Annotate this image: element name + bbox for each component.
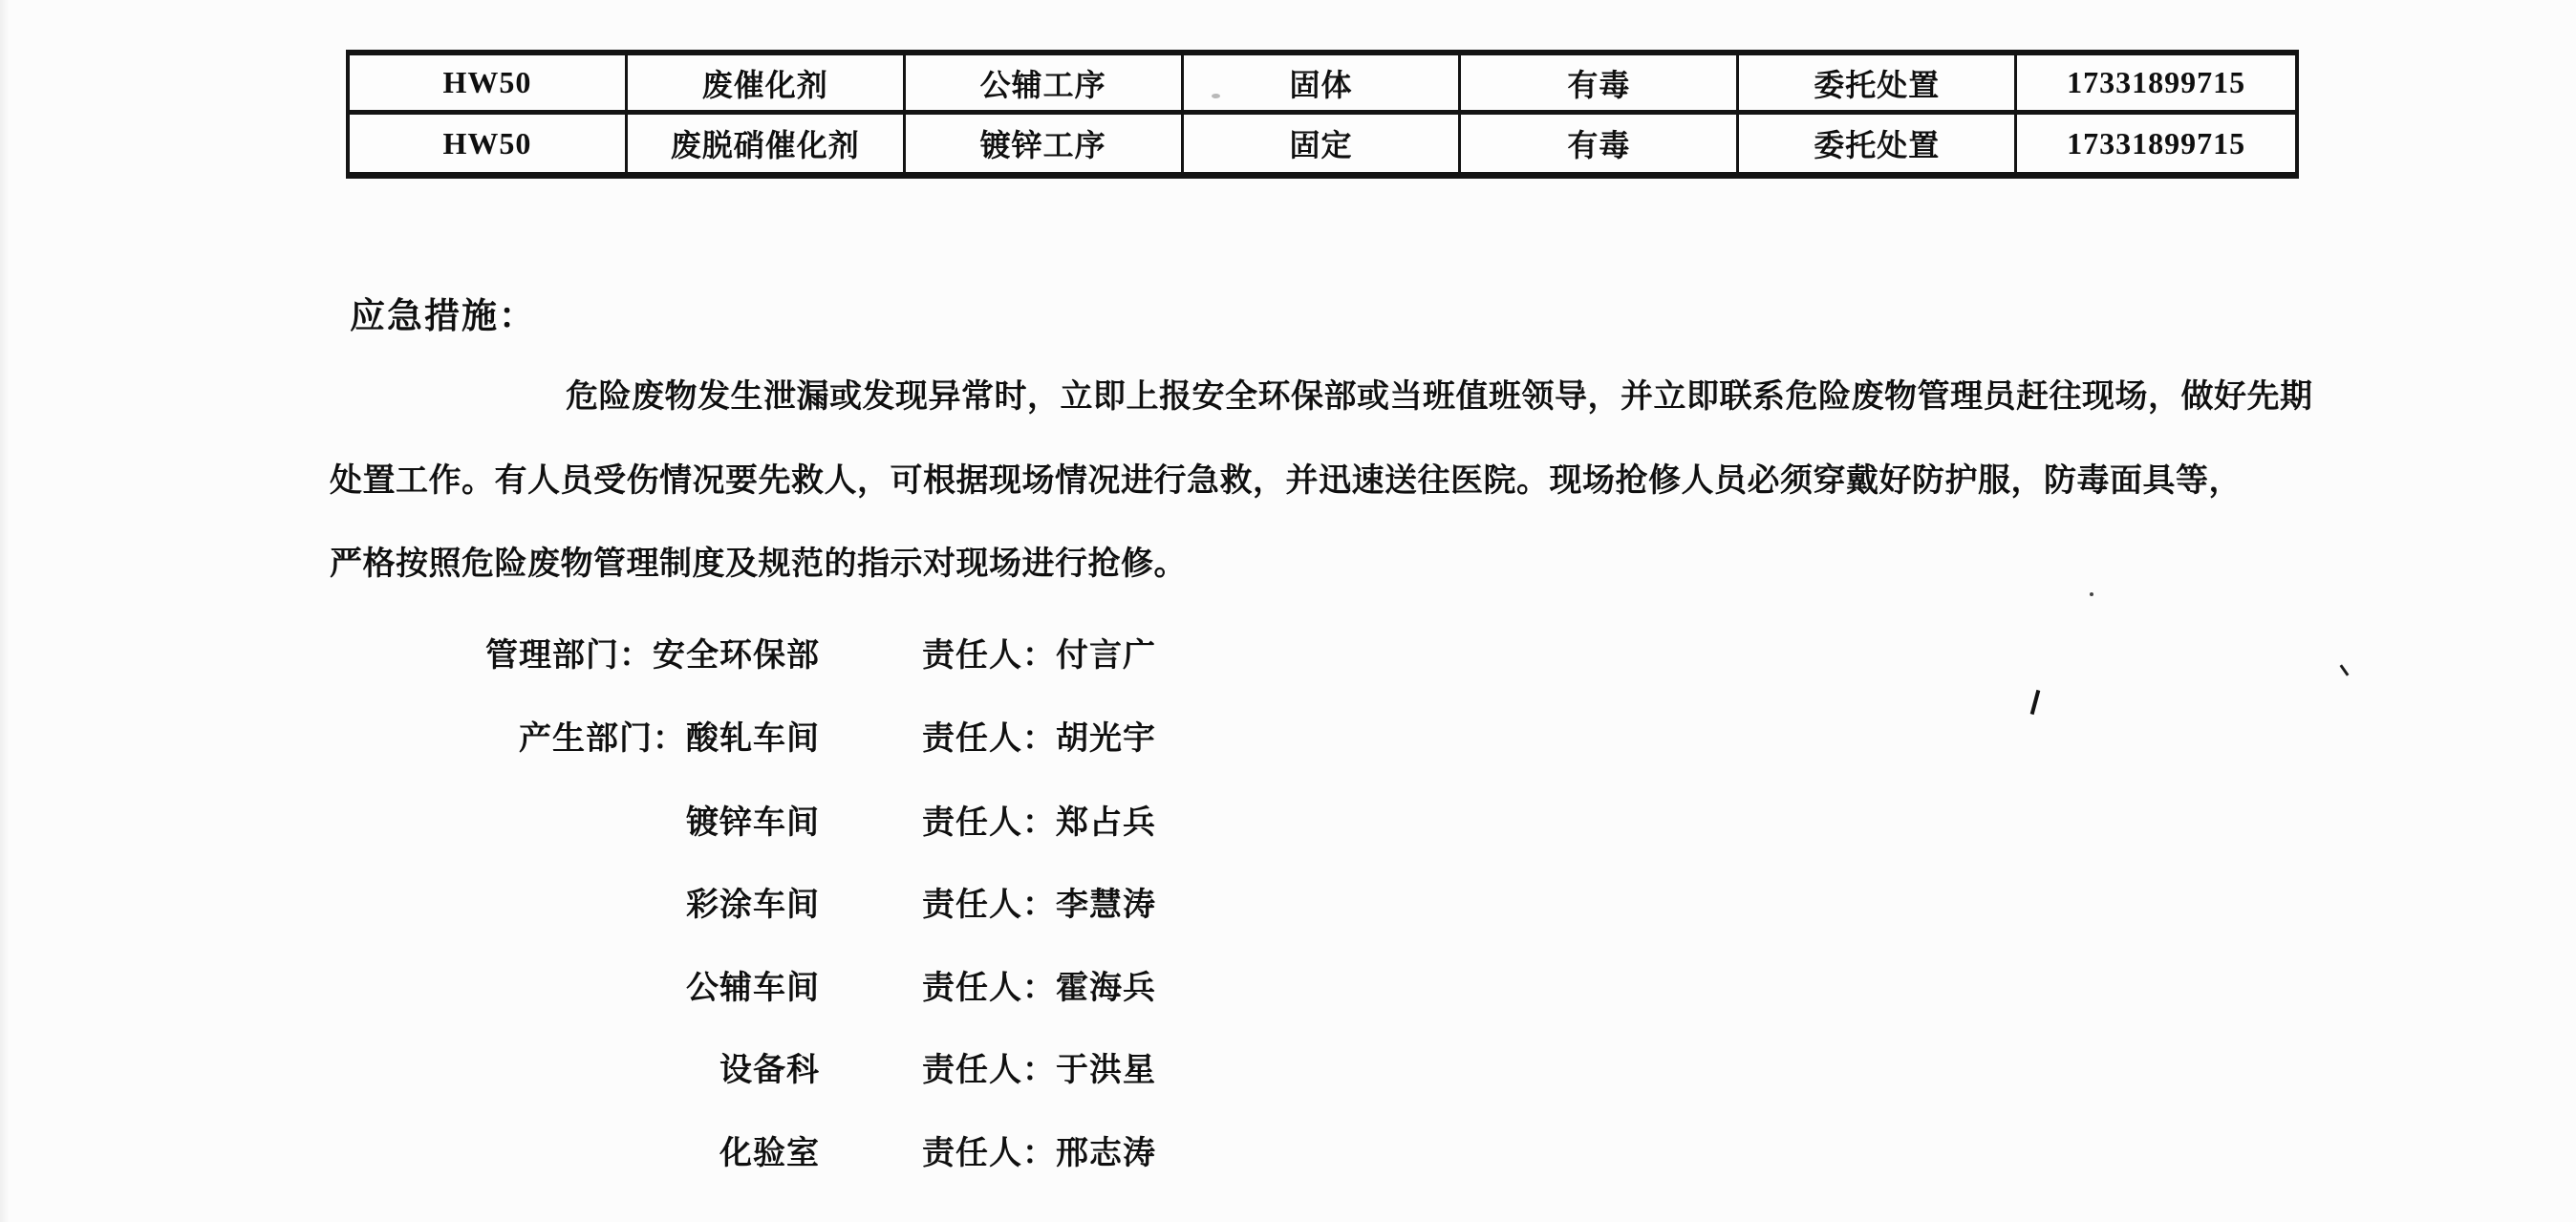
hazardous-waste-table <box>346 50 2299 179</box>
scan-speck-tick <box>2340 664 2350 675</box>
paragraph-line: 处置工作。有人员受伤情况要先救人，可根据现场情况进行急救，并迅速送往医院。现场抢修人员必须穿戴好防护服，防毒面具等， <box>330 463 2242 499</box>
responsibility-row <box>287 712 1433 756</box>
responsible-person-text: 责任人：李慧涛 <box>922 888 1156 923</box>
emergency-measures-heading: 应急措施： <box>350 297 536 336</box>
table-cell: 固体 <box>1184 55 1462 115</box>
table-cell: 17331899715 <box>2067 125 2246 161</box>
table-cell: 废脱硝催化剂 <box>628 115 906 172</box>
responsibility-row <box>287 961 1433 1005</box>
responsible-person-text: 责任人：郑占兵 <box>922 805 1156 841</box>
responsibility-row <box>287 629 1433 673</box>
responsible-person-text: 责任人：霍海兵 <box>922 971 1156 1006</box>
responsibility-row <box>287 1126 1433 1170</box>
scan-edge-shade <box>0 0 10 1222</box>
responsibility-row <box>287 796 1433 840</box>
paragraph-line: 严格按照危险废物管理制度及规范的指示对现场进行抢修。 <box>330 547 1187 582</box>
table-cell: HW50 <box>350 115 628 172</box>
responsibility-row <box>287 1043 1433 1087</box>
department-text: 化验室 <box>719 1136 820 1171</box>
scan-speck-slash <box>2030 690 2041 715</box>
table-cell: 委托处置 <box>1739 55 2017 115</box>
responsible-person-text: 责任人：邢志涛 <box>922 1136 1156 1171</box>
table-cell: 镀锌工序 <box>906 115 1184 172</box>
table-cell: 17331899715 <box>2017 55 2295 115</box>
responsible-person-text: 责任人：付言广 <box>922 638 1156 674</box>
table-cell: HW50 <box>350 55 628 115</box>
department-text: 镀锌车间 <box>686 805 820 841</box>
table-cell: 委托处置 <box>1739 115 2017 172</box>
table-cell: 固定 <box>1184 115 1462 172</box>
table-cell: 废催化剂 <box>628 55 906 115</box>
responsible-person-text: 责任人：胡光宇 <box>922 721 1156 757</box>
department-text: 管理部门：安全环保部 <box>485 638 820 674</box>
responsibility-row <box>287 878 1433 922</box>
department-text: 设备科 <box>719 1053 820 1088</box>
table-cell: 公辅工序 <box>906 55 1184 115</box>
table-cell: 有毒 <box>1461 55 1739 115</box>
responsible-person-text: 责任人：于洪星 <box>922 1053 1156 1088</box>
scan-speck-dot <box>1212 94 1220 98</box>
department-text: 产生部门：酸轧车间 <box>519 721 820 757</box>
scan-speck-dot <box>2090 592 2093 596</box>
department-text: 彩涂车间 <box>686 888 820 923</box>
department-text: 公辅车间 <box>686 971 820 1006</box>
paragraph-line: 危险废物发生泄漏或发现异常时，立即上报安全环保部或当班值班领导，并立即联系危险废物管理员赶往现场，做好先期 <box>566 379 2313 415</box>
table-cell: 有毒 <box>1461 115 1739 172</box>
